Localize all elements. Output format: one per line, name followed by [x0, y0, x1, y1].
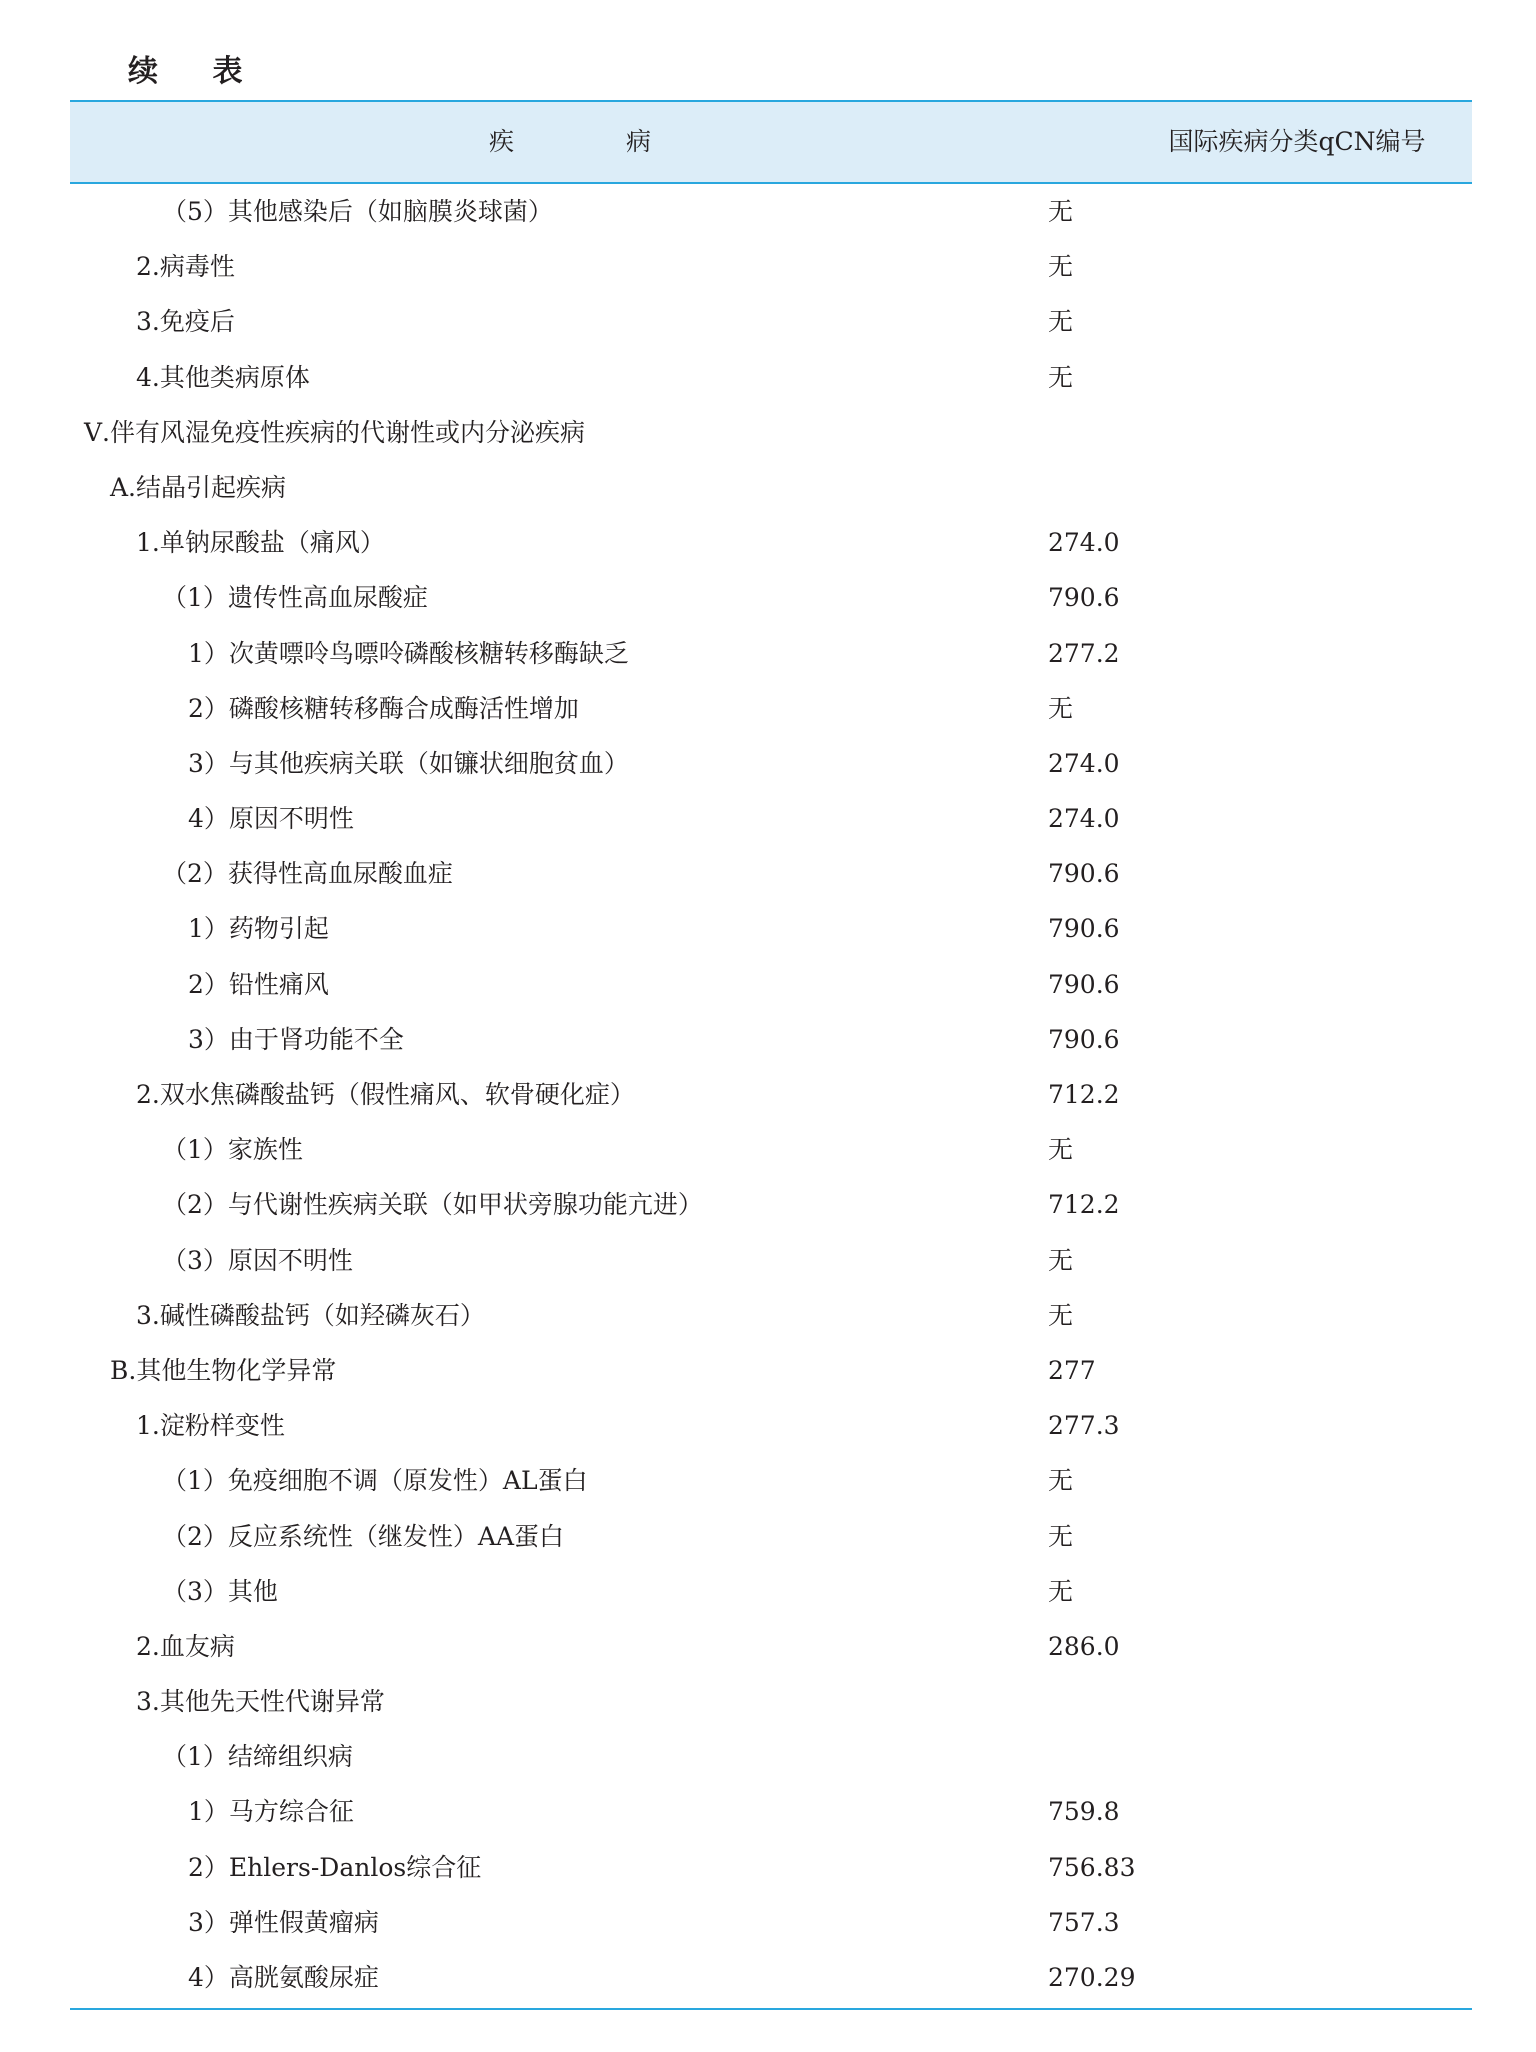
disease-name: Ⅴ.伴有风湿免疫性疾病的代谢性或内分泌疾病 — [84, 417, 586, 447]
disease-name: （1）结缔组织病 — [162, 1742, 353, 1772]
table-row — [70, 1895, 1472, 1950]
disease-name: A.结晶引起疾病 — [110, 472, 287, 502]
table-row — [70, 1067, 1472, 1122]
table-row — [70, 1950, 1472, 2005]
disease-name: 3.其他先天性代谢异常 — [136, 1687, 385, 1717]
icd-code: 无 — [1048, 197, 1074, 226]
disease-name: 3.免疫后 — [136, 307, 235, 337]
icd-code: 270.29 — [1048, 1963, 1136, 1992]
table-row — [70, 1453, 1472, 1508]
table-row — [70, 239, 1472, 294]
disease-name: 2.血友病 — [136, 1631, 235, 1661]
disease-name: 4.其他类病原体 — [136, 362, 310, 392]
table-row — [70, 901, 1472, 956]
disease-name: 1）马方综合征 — [188, 1797, 354, 1827]
table-row — [70, 1012, 1472, 1067]
disease-name: （1）免疫细胞不调（原发性）AL蛋白 — [162, 1466, 588, 1496]
table-row — [70, 957, 1472, 1012]
icd-code: 756.83 — [1048, 1852, 1136, 1882]
table-bottom-rule — [70, 2008, 1472, 2010]
table-row — [70, 791, 1472, 846]
icd-code: 277.2 — [1048, 638, 1120, 668]
disease-name: 1.单钠尿酸盐（痛风） — [136, 528, 385, 558]
icd-code: 286.0 — [1048, 1631, 1120, 1661]
icd-code: 无 — [1048, 1135, 1074, 1165]
disease-name: （3）原因不明性 — [162, 1245, 353, 1275]
disease-name: 1）药物引起 — [188, 914, 329, 944]
table-row — [70, 405, 1472, 460]
table-row — [70, 1784, 1472, 1839]
table-row — [70, 1177, 1472, 1232]
table-row — [70, 460, 1472, 515]
icd-code: 759.8 — [1048, 1797, 1120, 1827]
icd-code: 757.3 — [1048, 1907, 1120, 1937]
table-row — [70, 1564, 1472, 1619]
icd-code: 无 — [1048, 1521, 1074, 1551]
table-row — [70, 1840, 1472, 1895]
disease-name: 3）与其他疾病关联（如镰状细胞贫血） — [188, 748, 629, 778]
icd-code: 712.2 — [1048, 1080, 1120, 1109]
disease-name: 4）高胱氨酸尿症 — [188, 1963, 379, 1992]
icd-code: 无 — [1048, 362, 1074, 392]
icd-code: 274.0 — [1048, 528, 1120, 558]
disease-name: （1）家族性 — [162, 1135, 303, 1165]
disease-name: （2）反应系统性（继发性）AA蛋白 — [162, 1521, 565, 1551]
table-row — [70, 736, 1472, 791]
disease-name: B.其他生物化学异常 — [110, 1355, 337, 1385]
continued-title: 续 表 — [128, 54, 265, 89]
disease-name: 1.淀粉样变性 — [136, 1411, 285, 1441]
icd-code: 274.0 — [1048, 804, 1120, 834]
header-disease: 疾 病 — [489, 127, 703, 156]
icd-code: 无 — [1048, 1300, 1074, 1330]
disease-name: 2）Ehlers-Danlos综合征 — [188, 1852, 482, 1882]
icd-code: 790.6 — [1048, 969, 1120, 999]
icd-code: 无 — [1048, 1466, 1074, 1496]
table-row — [70, 1343, 1472, 1398]
table-row — [70, 1509, 1472, 1564]
icd-code: 790.6 — [1048, 583, 1120, 613]
icd-code: 790.6 — [1048, 914, 1120, 944]
disease-name: 2.病毒性 — [136, 252, 235, 282]
disease-name: 2）磷酸核糖转移酶合成酶活性增加 — [188, 693, 579, 723]
table-row — [70, 1233, 1472, 1288]
disease-name: （5）其他感染后（如脑膜炎球菌） — [162, 197, 553, 226]
icd-code: 790.6 — [1048, 859, 1120, 889]
disease-name: （3）其他 — [162, 1576, 278, 1606]
icd-code: 无 — [1048, 693, 1074, 723]
icd-code: 无 — [1048, 307, 1074, 337]
disease-name: 2.双水焦磷酸盐钙（假性痛风、软骨硬化症） — [136, 1080, 635, 1109]
disease-name: 3.碱性磷酸盐钙（如羟磷灰石） — [136, 1300, 485, 1330]
disease-name: （1）遗传性高血尿酸症 — [162, 583, 428, 613]
disease-name: 1）次黄嘌呤鸟嘌呤磷酸核糖转移酶缺乏 — [188, 638, 629, 668]
icd-code: 无 — [1048, 1245, 1074, 1275]
disease-name: （2）与代谢性疾病关联（如甲状旁腺功能亢进） — [162, 1190, 703, 1220]
table-row — [70, 1619, 1472, 1674]
disease-name: 4）原因不明性 — [188, 804, 354, 834]
icd-code: 712.2 — [1048, 1190, 1120, 1220]
table-row — [70, 626, 1472, 681]
table-row — [70, 1122, 1472, 1177]
table-body — [70, 184, 1472, 2005]
table-row — [70, 846, 1472, 901]
table-row — [70, 515, 1472, 570]
disease-name: （2）获得性高血尿酸血症 — [162, 859, 453, 889]
table-row — [70, 294, 1472, 349]
table-row — [70, 1398, 1472, 1453]
table-header — [70, 102, 1472, 184]
table-row — [70, 350, 1472, 405]
header-icd-code: 国际疾病分类qCN编号 — [1168, 127, 1426, 156]
icd-code: 277.3 — [1048, 1411, 1120, 1441]
icd-code: 790.6 — [1048, 1024, 1120, 1054]
icd-code: 无 — [1048, 1576, 1074, 1606]
icd-code: 277 — [1048, 1355, 1096, 1385]
disease-name: 3）弹性假黄瘤病 — [188, 1907, 379, 1937]
table-row — [70, 184, 1472, 239]
table-row — [70, 1729, 1472, 1784]
disease-name: 2）铅性痛风 — [188, 969, 329, 999]
icd-code: 无 — [1048, 252, 1074, 282]
icd-code: 274.0 — [1048, 748, 1120, 778]
table-row — [70, 1288, 1472, 1343]
disease-name: 3）由于肾功能不全 — [188, 1024, 404, 1054]
table-row — [70, 1674, 1472, 1729]
table-row — [70, 681, 1472, 736]
table-row — [70, 570, 1472, 625]
